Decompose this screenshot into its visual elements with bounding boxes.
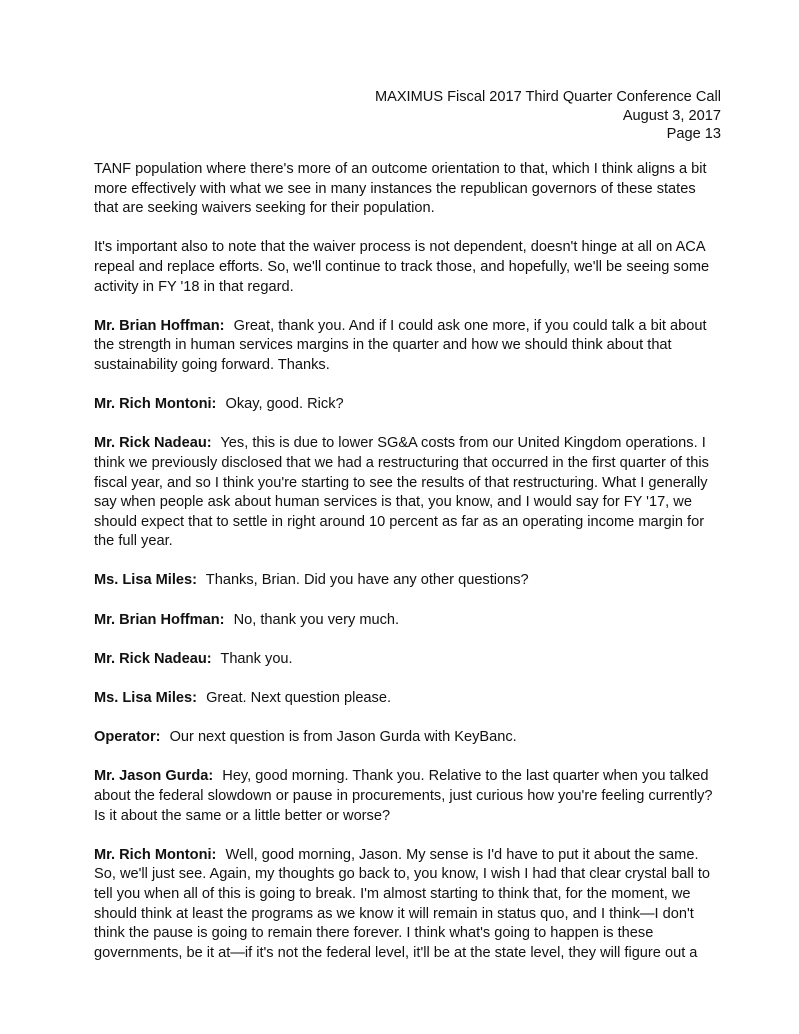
line-text: think we previously disclosed that we had a restructuring that occurred in the first quarter of this bbox=[94, 454, 709, 471]
text-line bbox=[94, 846, 724, 866]
line-text: Is it about the same or a little better or worse? bbox=[94, 807, 391, 824]
transcript-paragraph bbox=[94, 160, 724, 219]
speaker-name: Mr. Jason Gurda: bbox=[94, 768, 214, 785]
speaker-turn bbox=[94, 317, 724, 376]
speaker-name: Mr. Rich Montoni: bbox=[94, 396, 217, 413]
text-line bbox=[94, 180, 724, 200]
transcript-body bbox=[94, 160, 724, 983]
speaker-turn bbox=[94, 434, 724, 552]
speaker-name: Ms. Lisa Miles: bbox=[94, 690, 197, 707]
text-line bbox=[94, 885, 724, 905]
line-text: the full year. bbox=[94, 533, 173, 550]
text-line bbox=[94, 493, 724, 513]
line-text: should expect that to settle in right around 10 percent as far as an operating income margin for bbox=[94, 513, 705, 530]
line-text: So, we'll just see. Again, my thoughts go back to, you know, I wish I had that clear crystal ball to bbox=[94, 866, 711, 883]
line-text: Great, thank you. And if I could ask one more, if you could talk a bit about bbox=[233, 317, 707, 334]
speaker-turn bbox=[94, 395, 724, 415]
line-text: say when people ask about human services is that, you know, and I would say for FY '17, we bbox=[94, 494, 692, 511]
page-number: Page 13 bbox=[666, 126, 721, 142]
text-line bbox=[94, 571, 724, 591]
line-text: Okay, good. Rick? bbox=[225, 396, 344, 413]
line-text: Yes, this is due to lower SG&A costs from our United Kingdom operations. I bbox=[220, 435, 706, 452]
text-line bbox=[94, 513, 724, 533]
speaker-turn bbox=[94, 767, 724, 826]
line-text: sustainability going forward. Thanks. bbox=[94, 356, 330, 373]
speaker-name: Mr. Rich Montoni: bbox=[94, 846, 217, 863]
text-line bbox=[94, 728, 724, 748]
speaker-turn bbox=[94, 611, 724, 631]
line-text: about the federal slowdown or pause in procurements, just curious how you're feeling currently? bbox=[94, 788, 713, 804]
speaker-name: Mr. Rick Nadeau: bbox=[94, 435, 212, 452]
speaker-name: Mr. Rick Nadeau: bbox=[94, 650, 212, 667]
text-line bbox=[94, 317, 724, 337]
text-line bbox=[94, 532, 724, 552]
text-line bbox=[94, 199, 724, 219]
line-text: should think at least the programs as we know it will remain in status quo, and I think—I don't bbox=[94, 905, 694, 922]
line-text: activity in FY '18 in that regard. bbox=[94, 278, 294, 295]
document-date: August 3, 2017 bbox=[622, 107, 721, 124]
text-line bbox=[94, 160, 724, 180]
line-text: fiscal year, and so I think you're starting to see the results of that restructuring. What I generally bbox=[94, 474, 708, 491]
text-line bbox=[94, 611, 724, 631]
line-text: repeal and replace efforts. So, we'll continue to track those, and hopefully, we'll be seeing some bbox=[94, 258, 710, 275]
text-line bbox=[94, 924, 724, 944]
text-line bbox=[94, 434, 724, 454]
text-line bbox=[94, 356, 724, 376]
line-text: Hey, good morning. Thank you. Relative to the last quarter when you talked bbox=[222, 768, 709, 785]
line-text: It's important also to note that the waiver process is not dependent, doesn't hinge at all on ACA bbox=[94, 239, 706, 256]
line-text: Well, good morning, Jason. My sense is I'd have to put it about the same. bbox=[225, 846, 699, 863]
line-text: Thank you. bbox=[220, 650, 293, 667]
text-line bbox=[94, 865, 724, 885]
text-line bbox=[94, 336, 724, 356]
text-line bbox=[94, 474, 724, 494]
text-line bbox=[94, 238, 724, 258]
speaker-turn bbox=[94, 650, 724, 670]
speaker-name: Mr. Brian Hoffman: bbox=[94, 611, 225, 628]
page-header bbox=[375, 88, 721, 144]
text-line bbox=[94, 395, 724, 415]
line-text: No, thank you very much. bbox=[233, 611, 400, 628]
text-line bbox=[94, 258, 724, 278]
line-text: Our next question is from Jason Gurda with KeyBanc. bbox=[169, 729, 517, 746]
speaker-name: Mr. Brian Hoffman: bbox=[94, 317, 225, 334]
line-text: tell you when all of this is going to break. I'm almost starting to think that, for the moment, we bbox=[94, 885, 691, 902]
document-title: MAXIMUS Fiscal 2017 Third Quarter Conference Call bbox=[374, 89, 721, 105]
line-text: the strength in human services margins in the quarter and how we should think about that bbox=[94, 337, 672, 354]
speaker-name: Ms. Lisa Miles: bbox=[94, 572, 197, 589]
line-text: Thanks, Brian. Did you have any other questions? bbox=[205, 572, 529, 589]
line-text: Great. Next question please. bbox=[206, 690, 392, 707]
text-line bbox=[94, 650, 724, 670]
text-line bbox=[94, 689, 724, 709]
text-line bbox=[94, 944, 724, 964]
text-line bbox=[94, 767, 724, 787]
transcript-paragraph bbox=[94, 238, 724, 297]
speaker-name: Operator: bbox=[94, 729, 161, 746]
line-text: more effectively with what we see in many instances the republican governors of these states bbox=[94, 180, 696, 197]
line-text: think the pause is going to remain there forever. I think what's going to happen is these bbox=[94, 925, 654, 942]
speaker-turn bbox=[94, 728, 724, 748]
speaker-turn bbox=[94, 689, 724, 709]
text-line bbox=[94, 807, 724, 827]
text-line bbox=[94, 905, 724, 925]
text-line bbox=[94, 454, 724, 474]
line-text: that are seeking waivers seeking for their population. bbox=[94, 200, 435, 217]
speaker-turn bbox=[94, 571, 724, 591]
line-text: governments, be it at—if it's not the federal level, it'll be at the state level, they will figure out a bbox=[94, 944, 698, 961]
text-line bbox=[94, 278, 724, 298]
line-text: TANF population where there's more of an outcome orientation to that, which I think aligns a bit bbox=[94, 161, 707, 177]
text-line bbox=[94, 787, 724, 807]
speaker-turn bbox=[94, 846, 724, 964]
